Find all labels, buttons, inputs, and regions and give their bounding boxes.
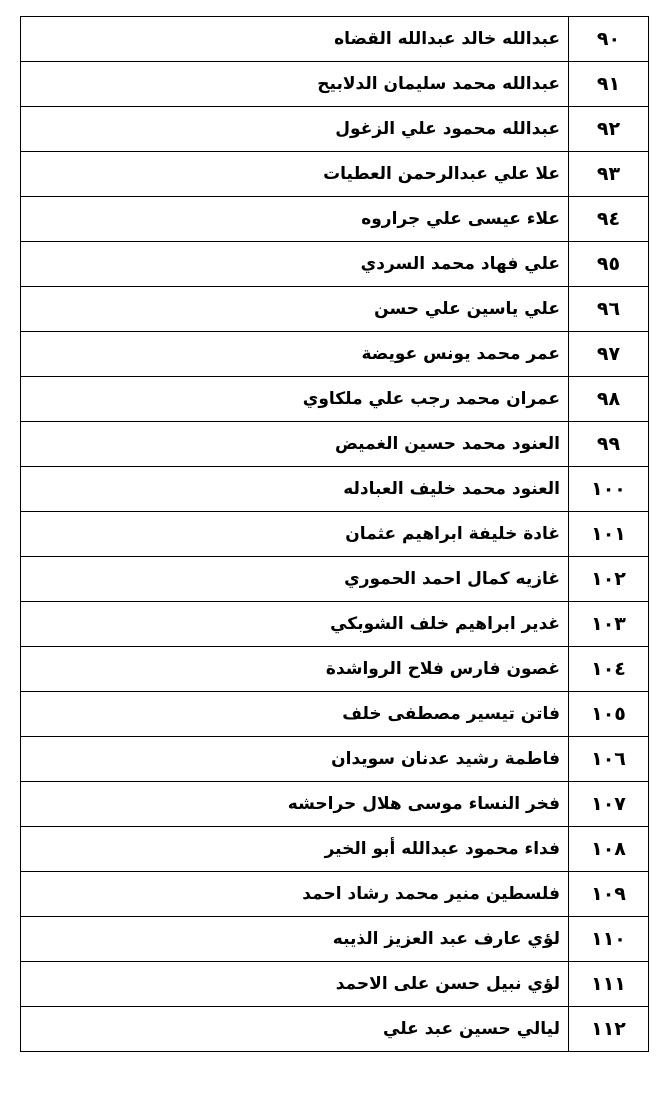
table-row [21,152,649,197]
row-number: ١٠٥ [569,692,649,737]
roster-sheet [20,16,649,1052]
table-row [21,962,649,1007]
row-number: ٩١ [569,62,649,107]
person-name: العنود محمد خليف العبادله [21,467,569,512]
row-number: ٩٦ [569,287,649,332]
person-name: عبدالله محمود علي الزغول [21,107,569,152]
person-name: علاء عيسى علي جراروه [21,197,569,242]
table-row [21,557,649,602]
row-number: ٩٧ [569,332,649,377]
table-row [21,62,649,107]
table-row [21,242,649,287]
person-name: فخر النساء موسى هلال حراحشه [21,782,569,827]
row-number: ١٠٩ [569,872,649,917]
row-number: ١٠٦ [569,737,649,782]
person-name: غصون فارس فلاح الرواشدة [21,647,569,692]
row-number: ٩٥ [569,242,649,287]
person-name: فداء محمود عبدالله أبو الخير [21,827,569,872]
table-row [21,512,649,557]
row-number: ٩٠ [569,17,649,62]
row-number: ٩٢ [569,107,649,152]
person-name: عمر محمد يونس عويضة [21,332,569,377]
table-row [21,17,649,62]
table-row [21,377,649,422]
table-row [21,647,649,692]
person-name: ليالي حسين عبد علي [21,1007,569,1052]
roster-table-body [21,17,649,1052]
row-number: ١١١ [569,962,649,1007]
person-name: علي ياسين علي حسن [21,287,569,332]
table-row [21,737,649,782]
row-number: ٩٩ [569,422,649,467]
row-number: ١٠٨ [569,827,649,872]
row-number: ١١٠ [569,917,649,962]
person-name: العنود محمد حسين الغميض [21,422,569,467]
table-row [21,467,649,512]
person-name: فاتن تيسير مصطفى خلف [21,692,569,737]
person-name: غدير ابراهيم خلف الشوبكي [21,602,569,647]
person-name: غازيه كمال احمد الحموري [21,557,569,602]
person-name: علي فهاد محمد السردي [21,242,569,287]
table-row [21,917,649,962]
row-number: ١٠٤ [569,647,649,692]
row-number: ٩٨ [569,377,649,422]
table-row [21,197,649,242]
table-row [21,602,649,647]
table-row [21,332,649,377]
person-name: علا علي عبدالرحمن العطيات [21,152,569,197]
table-row [21,422,649,467]
person-name: فاطمة رشيد عدنان سويدان [21,737,569,782]
person-name: فلسطين منير محمد رشاد احمد [21,872,569,917]
roster-table [20,16,649,1052]
person-name: غادة خليفة ابراهيم عثمان [21,512,569,557]
table-row [21,782,649,827]
row-number: ١٠٢ [569,557,649,602]
person-name: لؤي نبيل حسن على الاحمد [21,962,569,1007]
row-number: ١٠٧ [569,782,649,827]
person-name: عمران محمد رجب علي ملكاوي [21,377,569,422]
row-number: ٩٣ [569,152,649,197]
table-row [21,827,649,872]
row-number: ١٠٣ [569,602,649,647]
row-number: ١٠١ [569,512,649,557]
person-name: لؤي عارف عبد العزيز الذيبه [21,917,569,962]
table-row [21,872,649,917]
row-number: ٩٤ [569,197,649,242]
row-number: ١١٢ [569,1007,649,1052]
table-row [21,692,649,737]
row-number: ١٠٠ [569,467,649,512]
person-name: عبدالله محمد سليمان الدلابيح [21,62,569,107]
table-row [21,287,649,332]
table-row [21,107,649,152]
person-name: عبدالله خالد عبدالله القضاه [21,17,569,62]
table-row [21,1007,649,1052]
